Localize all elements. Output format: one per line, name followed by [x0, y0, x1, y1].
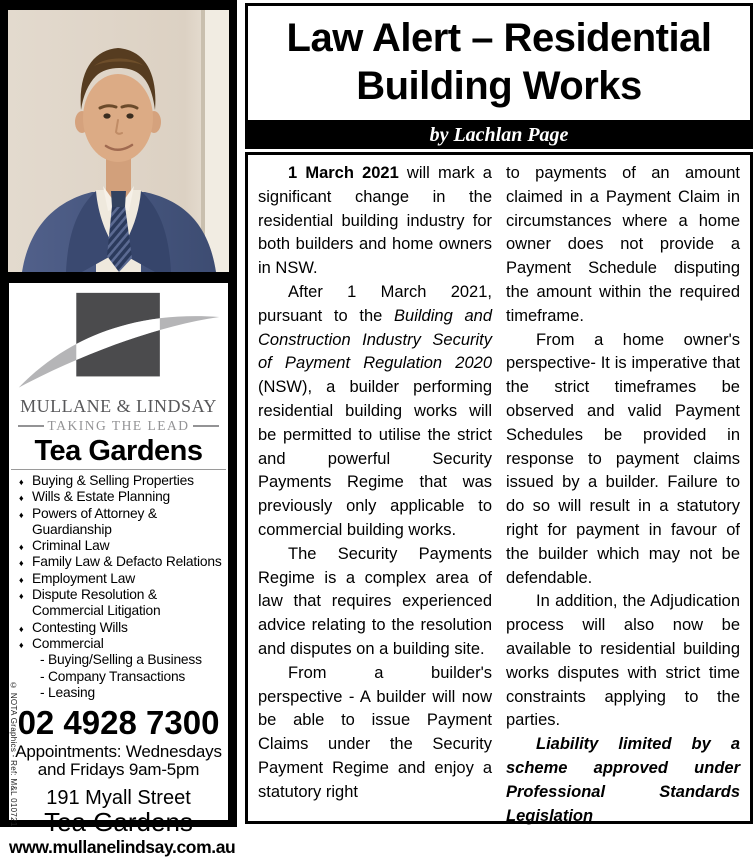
bullet-icon: ♦ — [19, 542, 24, 553]
article-paragraph — [258, 662, 492, 805]
service-item — [19, 506, 226, 539]
service-label: Buying & Selling Properties — [32, 473, 194, 488]
article-area — [245, 3, 753, 824]
service-label: Family Law & Defacto Relations — [32, 554, 222, 570]
article-body — [245, 152, 753, 824]
tagline-text: TAKING THE LEAD — [47, 418, 190, 433]
firm-tagline — [9, 418, 228, 434]
firm-logo-mark — [16, 291, 222, 395]
byline-bar — [245, 123, 753, 149]
appointments-line-2: and Fridays 9am-5pm — [37, 759, 200, 779]
service-sub-item: - Leasing — [40, 684, 95, 700]
article-column-1 — [258, 162, 492, 814]
text-run: From a home owner's perspective- It is imperative that the strict timeframes be observed and valid Payment Schedules be provided in response to payment claims issued by a builder. Failure to do so will result in a statutory right for payment in favour of the builder which may not be defendable. — [506, 330, 740, 587]
service-sub-item: - Company Transactions — [40, 668, 186, 684]
credit-note: © NOTA Graphics - Ref: M&L 010721 — [9, 681, 18, 827]
bullet-icon: ♦ — [19, 509, 24, 520]
service-label: Wills & Estate Planning — [32, 489, 171, 505]
byline: by Lachlan Page — [429, 124, 569, 146]
services-list — [9, 473, 228, 701]
portrait-photo-illustration — [8, 10, 229, 272]
article-paragraph — [506, 590, 740, 733]
service-label: Contesting Wills — [32, 619, 128, 635]
text-run: Liability limited by a scheme approved under Professional Standards Legislation — [506, 735, 740, 825]
service-label: Dispute Resolution & Commercial Litigation — [32, 587, 161, 619]
service-item — [19, 473, 226, 489]
service-item — [19, 554, 226, 570]
bullet-icon: ♦ — [19, 574, 24, 585]
service-item — [19, 538, 226, 554]
phone-number: 02 4928 7300 — [17, 704, 220, 742]
text-run: (NSW), a builder performing residential building works will be permitted to utilise the strict and powerful Security Payments Regime that was previously only applicable to commercial building works. — [258, 378, 492, 539]
article-column-2 — [506, 162, 740, 825]
article-paragraph — [506, 162, 740, 329]
bullet-icon: ♦ — [19, 493, 24, 504]
text-run: The Security Payments Regime is a complex area of law that requires experienced advice relating to the resolution and disputes on a building site. — [258, 544, 492, 658]
text-run: Building and Construction Industry Security of Payment Regulation 2020 — [258, 306, 492, 373]
service-label: Commercial — [32, 635, 104, 651]
article-paragraph — [506, 733, 740, 828]
article-paragraph — [506, 329, 740, 591]
tagline-rule-right — [193, 425, 219, 427]
heading-divider — [11, 469, 226, 470]
text-run: to payments of an amount claimed in a Payment Claim in circumstances where a home owner does not provide a Payment Schedule disputing the amount within the required timeframe. — [506, 164, 740, 325]
portrait-photo — [8, 10, 229, 272]
article-title-line-2: Building Works — [356, 64, 642, 108]
firm-name: MULLANE & LINDSAY — [20, 396, 217, 416]
appointments-note — [9, 743, 228, 778]
service-sub-item: - Buying/Selling a Business — [40, 652, 202, 668]
service-label: Criminal Law — [32, 538, 110, 554]
website-url: www.mullanelindsay.com.au — [9, 837, 236, 858]
service-item — [19, 587, 226, 620]
location-heading: Tea Gardens — [34, 435, 203, 467]
article-paragraph — [258, 281, 492, 543]
bullet-icon: ♦ — [19, 639, 24, 650]
article-title-line-1: Law Alert – Residential — [286, 16, 712, 60]
service-label: Employment Law — [32, 570, 136, 586]
bullet-icon: ♦ — [19, 623, 24, 634]
text-run: will mark a significant change in the residential building industry for both builders and home owners in NSW. — [258, 164, 492, 278]
text-run: 1 March 2021 — [288, 164, 399, 182]
text-run: From a builder's perspective - A builder will now be able to issue Payment Claims under the Security Payment Regime and enjoy a statutory right — [258, 663, 492, 801]
address-street: 191 Myall Street — [46, 787, 191, 810]
address-suburb: Tea Gardens — [44, 807, 193, 838]
text-run: In addition, the Adjudication process will also now be available to residential building works disputes with strict time constraints applying to the parties. — [506, 592, 740, 730]
service-item — [19, 636, 226, 701]
tagline-rule-left — [18, 425, 44, 427]
service-item — [19, 571, 226, 587]
service-label: Powers of Attorney & Guardianship — [32, 505, 157, 537]
service-item — [19, 620, 226, 636]
sidebar — [0, 0, 237, 858]
sidebar-info-box — [9, 283, 236, 858]
text-run: After 1 March 2021, pursuant to the — [258, 282, 492, 325]
bullet-icon: ♦ — [19, 477, 24, 487]
service-item — [19, 489, 226, 505]
bullet-icon: ♦ — [19, 591, 24, 602]
bullet-icon: ♦ — [19, 558, 24, 569]
appointments-line-1: Appointments: Wednesdays — [15, 742, 222, 762]
article-paragraph — [258, 543, 492, 662]
article-paragraph — [258, 162, 492, 281]
headline-box — [245, 3, 753, 123]
